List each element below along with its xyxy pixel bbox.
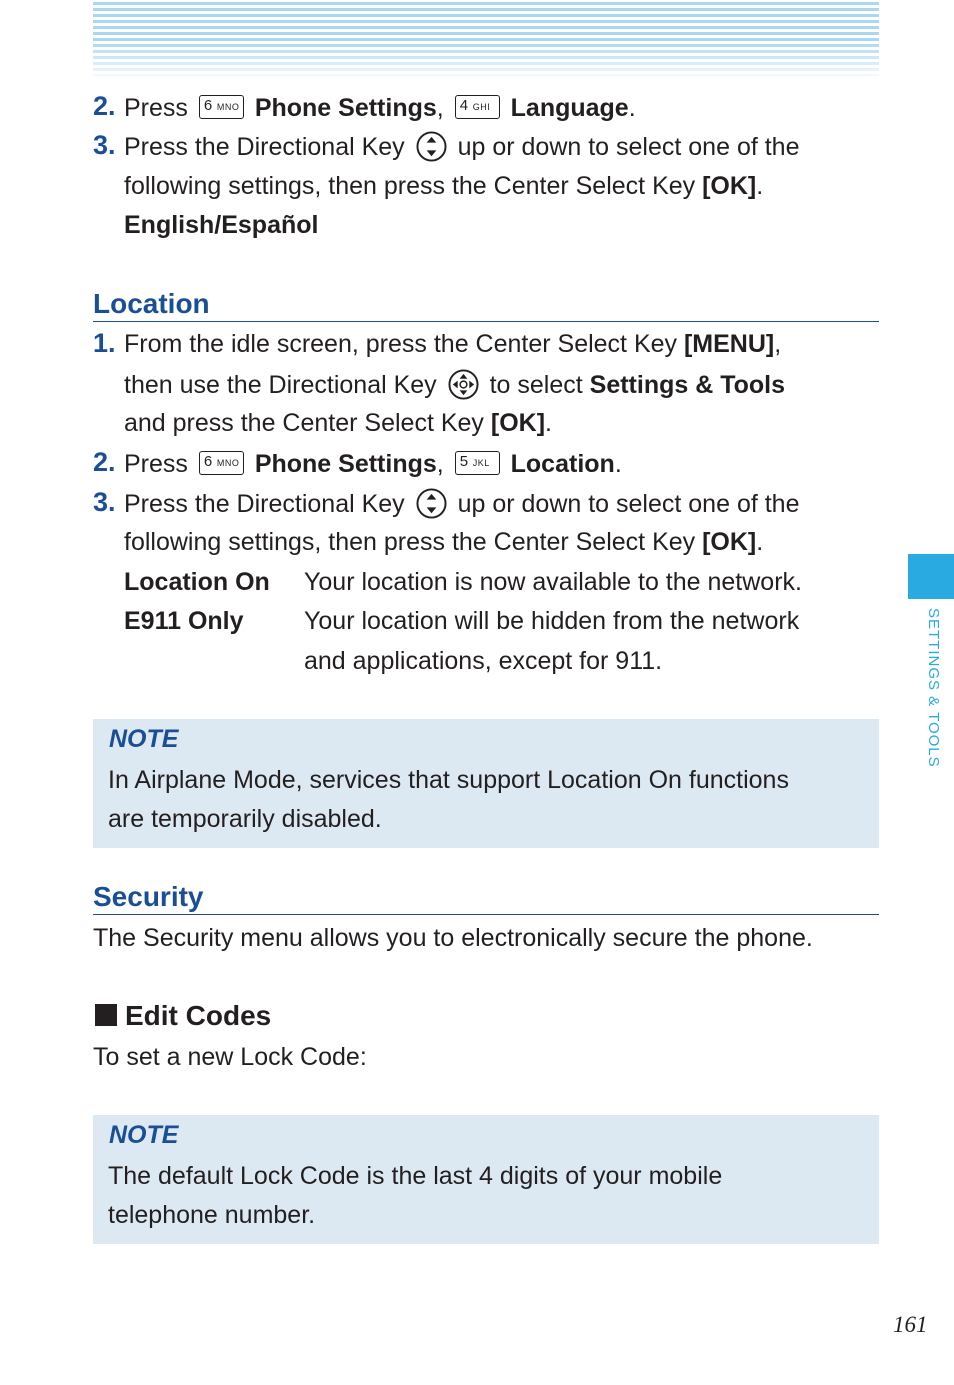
note-text-line-1: In Airplane Mode, services that support Location On functions — [108, 766, 789, 794]
note-text-line-2: are temporarily disabled. — [108, 805, 382, 833]
location-label: Location — [510, 450, 615, 478]
square-bullet-icon — [95, 1004, 117, 1026]
note-box-lock-code — [93, 1115, 879, 1244]
menu-key-label: [MENU] — [683, 330, 775, 358]
note-box-airplane — [93, 719, 879, 848]
language-option: English/Español — [124, 211, 319, 239]
note-text-line-2: telephone number. — [108, 1201, 316, 1229]
directional-key-updown-icon — [416, 488, 447, 519]
step-text: Press — [124, 94, 188, 122]
step-2-language: Press 6 MNO Phone Settings, 4 GHI Language. — [124, 94, 636, 122]
option-term-e911-only: E911 Only — [124, 607, 244, 635]
security-description: The Security menu allows you to electronically secure the phone. — [93, 924, 813, 952]
key-6-mno-icon: 6 MNO — [199, 451, 244, 475]
ok-key-label: [OK] — [490, 409, 546, 437]
location-step-1-line-1: From the idle screen, press the Center Select Key [MENU], — [124, 330, 782, 358]
option-desc-e911-line-2: and applications, except for 911. — [304, 647, 663, 675]
note-text-line-1: The default Lock Code is the last 4 digits of your mobile — [108, 1162, 723, 1190]
location-step-3-line-2: following settings, then press the Center Select Key [OK]. — [124, 528, 764, 556]
phone-settings-label: Phone Settings — [254, 450, 437, 478]
location-step-1-line-3: and press the Center Select Key [OK]. — [124, 409, 552, 437]
step-number: 2. — [93, 447, 116, 477]
settings-tools-label: Settings & Tools — [589, 371, 786, 399]
edit-codes-description: To set a new Lock Code: — [93, 1043, 367, 1071]
note-title: NOTE — [109, 725, 179, 753]
step-number: 1. — [93, 328, 116, 358]
option-term-location-on: Location On — [124, 568, 270, 596]
location-step-1-line-2: then use the Directional Key to select Settings & Tools — [124, 371, 786, 399]
key-5-jkl-icon: 5 JKL — [455, 451, 500, 475]
language-label: Language — [510, 94, 629, 122]
page-number: 161 — [893, 1312, 928, 1337]
phone-settings-label: Phone Settings — [254, 94, 437, 122]
step-number: 3. — [93, 130, 116, 160]
directional-key-updown-icon — [416, 131, 447, 162]
key-4-ghi-icon: 4 GHI — [455, 95, 500, 119]
ok-key-label: [OK] — [702, 528, 757, 556]
chapter-tab — [908, 554, 954, 599]
chapter-side-label: SETTINGS & TOOLS — [925, 608, 942, 768]
location-step-2: Press 6 MNO Phone Settings, 5 JKL Location. — [124, 450, 622, 478]
directional-key-4way-icon — [448, 369, 479, 400]
key-6-mno-icon: 6 MNO — [199, 95, 244, 119]
option-desc-location-on: Your location is now available to the network. — [304, 568, 802, 596]
header-stripes-fade — [93, 40, 879, 78]
step-number: 2. — [93, 91, 116, 121]
section-heading-security: Security — [93, 880, 879, 915]
section-heading-location: Location — [93, 287, 879, 322]
step-number: 3. — [93, 487, 116, 517]
note-title: NOTE — [109, 1121, 179, 1149]
subheading-edit-codes: Edit Codes — [95, 1000, 271, 1032]
location-step-3-line-1: Press the Directional Key up or down to select one of the — [124, 490, 800, 518]
step-3-language-line-2: following settings, then press the Center Select Key [OK]. — [124, 172, 764, 200]
option-desc-e911-line-1: Your location will be hidden from the network — [304, 607, 800, 635]
step-3-language-line-1: Press the Directional Key up or down to select one of the — [124, 133, 800, 161]
ok-key-label: [OK] — [702, 172, 757, 200]
